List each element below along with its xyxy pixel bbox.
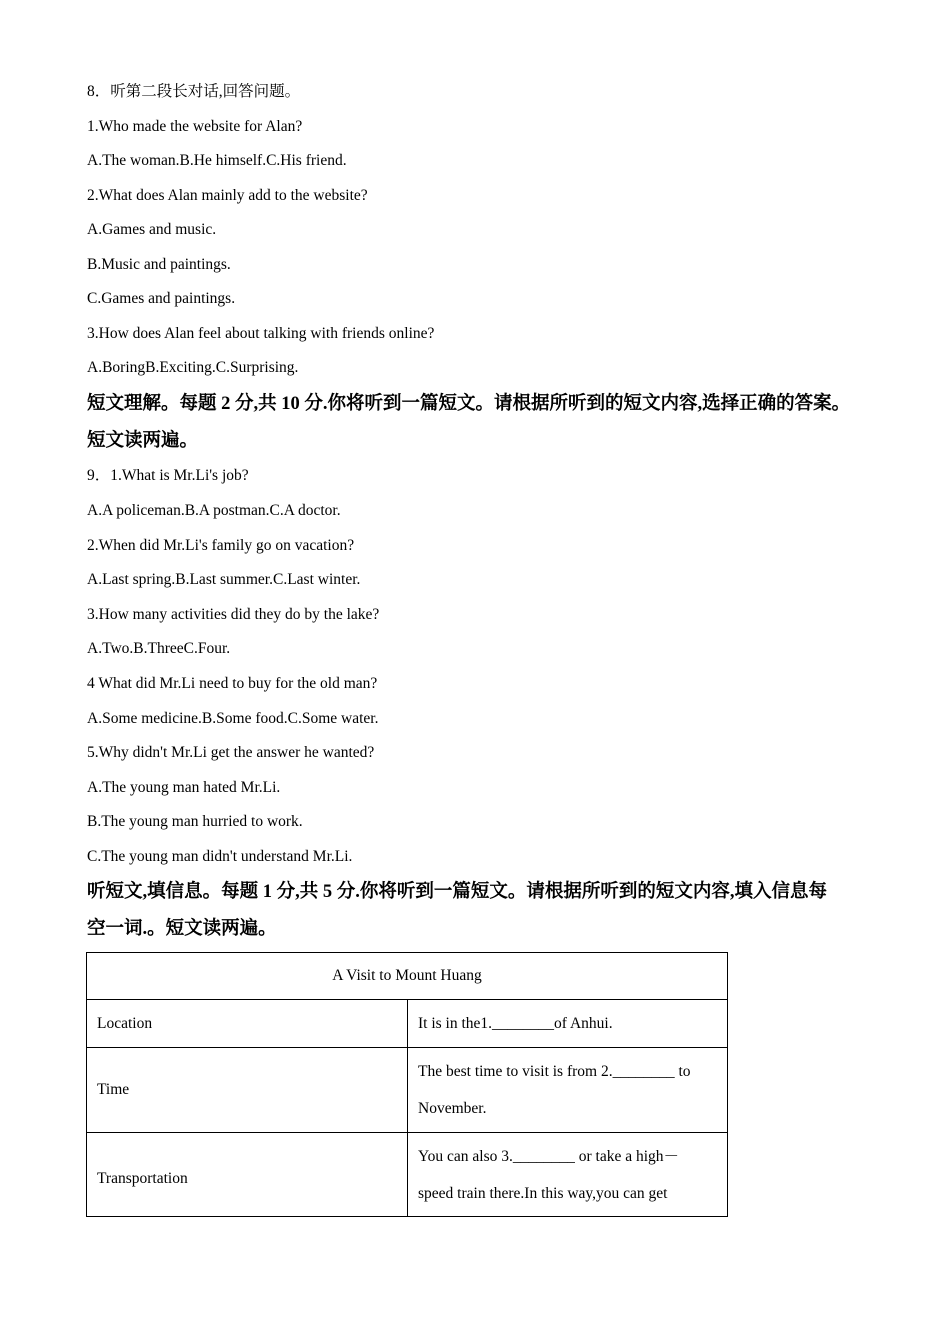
- q9-question-5-option-c: C.The young man didn't understand Mr.Li.: [87, 848, 353, 865]
- table-cell-value-line: The best time to visit is from 2.________ to: [418, 1063, 691, 1080]
- q9-question-2: 2.When did Mr.Li's family go on vacation?: [87, 537, 355, 554]
- q8-question-2-option-b: B.Music and paintings.: [87, 256, 231, 273]
- q9-question-5-option-b: B.The young man hurried to work.: [87, 813, 303, 830]
- table-row: [87, 1000, 728, 1048]
- q8-question-1: 1.Who made the website for Alan?: [87, 118, 303, 135]
- table-title-row: [87, 953, 728, 1000]
- q8-question-3: 3.How does Alan feel about talking with friends online?: [87, 325, 435, 342]
- q9-question-2-options: A.Last spring.B.Last summer.C.Last winter.: [87, 571, 361, 588]
- table-cell-value: [408, 1133, 728, 1217]
- table-row: [87, 1048, 728, 1133]
- q9-question-4: 4 What did Mr.Li need to buy for the old man?: [87, 675, 378, 692]
- q8-question-2-option-c: C.Games and paintings.: [87, 290, 236, 307]
- q9-question-5-option-a: A.The young man hated Mr.Li.: [87, 779, 281, 796]
- q9-question-4-options: A.Some medicine.B.Some food.C.Some water.: [87, 710, 379, 727]
- table-cell-value: [408, 1048, 728, 1133]
- q9-question-3-options: A.Two.B.ThreeC.Four.: [87, 640, 231, 657]
- q8-question-1-options: A.The woman.B.He himself.C.His friend.: [87, 152, 347, 169]
- q9-question-5: 5.Why didn't Mr.Li get the answer he wanted?: [87, 744, 375, 761]
- table-cell-label: Time: [87, 1048, 408, 1133]
- q8-question-3-options: A.BoringB.Exciting.C.Surprising.: [87, 359, 299, 376]
- table-cell-value-line: speed train there.In this way,you can get: [418, 1184, 668, 1202]
- table-cell-value: It is in the1.________of Anhui.: [408, 1000, 728, 1048]
- section-heading-short-passage-cont: 短文读两遍。: [87, 431, 199, 451]
- section-heading-short-passage: 短文理解。每题 2 分,共 10 分.你将听到一篇短文。请根据所听到的短文内容,选择正确的答案。: [87, 394, 851, 414]
- table-cell-label: Location: [87, 1000, 408, 1048]
- table-title: A Visit to Mount Huang: [87, 953, 728, 1000]
- q9-question-1-options: A.A policeman.B.A postman.C.A doctor.: [87, 502, 341, 519]
- table-cell-value-line: You can also 3.________ or take a high－: [418, 1147, 680, 1165]
- q8-question-2: 2.What does Alan mainly add to the website?: [87, 187, 368, 204]
- table-cell-value-line: November.: [418, 1100, 487, 1117]
- info-table: [86, 952, 728, 1217]
- q9-question-3: 3.How many activities did they do by the lake?: [87, 606, 380, 623]
- q9-question-1: 9．1.What is Mr.Li's job?: [87, 467, 249, 484]
- q8-question-2-option-a: A.Games and music.: [87, 221, 217, 238]
- table-cell-label: Transportation: [87, 1133, 408, 1217]
- q8-header: 8．听第二段长对话,回答问题。: [87, 83, 301, 100]
- section-heading-fill-in-cont: 空一词.。短文读两遍。: [87, 919, 277, 939]
- section-heading-fill-in: 听短文,填信息。每题 1 分,共 5 分.你将听到一篇短文。请根据所听到的短文内容,填入信息每: [87, 882, 828, 902]
- table-row: [87, 1133, 728, 1217]
